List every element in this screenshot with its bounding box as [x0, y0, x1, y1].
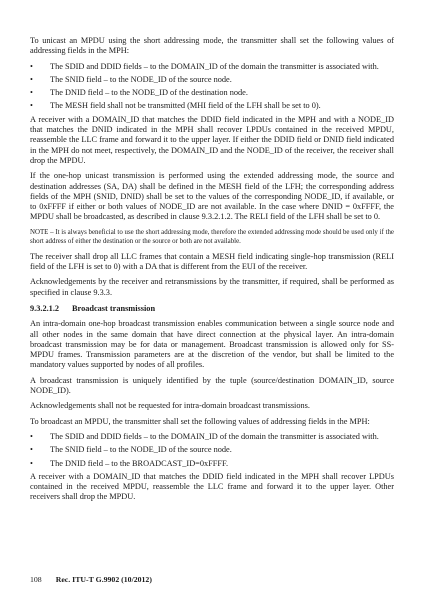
list-item-text: The MESH field shall not be transmitted (MHI field of the LFH shall be set to 0).: [50, 101, 321, 111]
list-item-text: The DNID field – to the BROADCAST_ID=0xFFFF.: [50, 458, 229, 468]
paragraph-receiver-unicast: A receiver with a DOMAIN_ID that matches the DDID field indicated in the MPH and with a NODE_ID that matches the DNID indicated in the MPH shall recover LPDUs contained in the received MPDU, reassemble the LLC frame and forward it to the upper layer. If either the DDID field or DNID field indicated in the MPH do not meet, respectively, the DOMAIN_ID and the NODE_ID of the receiver, the receiver shall drop the MPDU.: [30, 114, 394, 165]
bullet-icon: •: [30, 61, 33, 71]
paragraph-broadcast-intro: An intra-domain one-hop broadcast transmission enables communication between a single source node and all other nodes in the same domain that have direct connection at the physical layer. An intra-domain broadcast transmission may be for data or management. Broadcast transmission is allowed only for SS-MPDU frames. Transmission parameters are at the discretion of the vendor, but shall be limited to the mandatory values supported by nodes of all profiles.: [30, 319, 394, 370]
list-item: [30, 459, 394, 469]
page-footer: [30, 575, 152, 585]
section-title: Broadcast transmission: [72, 303, 156, 313]
list-item: [30, 75, 394, 85]
list-item: [30, 62, 394, 72]
paragraph-broadcast-fields: To broadcast an MPDU, the transmitter shall set the following values of addressing fields in the MPH:: [30, 416, 370, 426]
list-item-text: The DNID field – to the NODE_ID of the destination node.: [50, 88, 248, 98]
paragraph-broadcast-ack: Acknowledgements shall not be requested for intra-domain broadcast transmissions.: [30, 401, 310, 411]
bullet-icon: •: [30, 445, 33, 455]
recommendation-id: Rec. ITU-T G.9902 (10/2012): [55, 575, 152, 584]
page-number: 108: [30, 575, 42, 584]
list-item-text: The SNID field – to the NODE_ID of the source node.: [50, 445, 232, 455]
paragraph-broadcast-tuple: A broadcast transmission is uniquely identified by the tuple (source/destination DOMAIN_ID, source NODE_ID).: [30, 375, 394, 396]
bullet-icon: •: [30, 431, 33, 441]
list-item-text: The SNID field – to the NODE_ID of the source node.: [50, 74, 232, 84]
note: NOTE – It is always beneficial to use the short addressing mode, therefore the extended addressing mode should be used only if the short address of either the destination or the source or both are not available.: [30, 228, 394, 245]
bullet-icon: •: [30, 88, 33, 98]
list-item: [30, 88, 394, 98]
list-item-text: The SDID and DDID fields – to the DOMAIN_ID of the domain the transmitter is associated with.: [50, 61, 379, 71]
paragraph-receiver-drop: The receiver shall drop all LLC frames that contain a MESH field indicating single-hop transmission (RELI field of the LFH is set to 0) with a DA that is different from the EUI of the receiver.: [30, 251, 394, 272]
section-number: 9.3.2.1.2: [30, 303, 60, 313]
paragraph-acknowledgements: Acknowledgements by the receiver and retransmissions by the transmitter, if required, shall be performed as specified in clause 9.3.3.: [30, 277, 394, 297]
section-heading: [30, 304, 394, 314]
list-item: [30, 101, 394, 111]
bullet-icon: •: [30, 74, 33, 84]
list-item-text: The SDID and DDID fields – to the DOMAIN_ID of the domain the transmitter is associated with.: [50, 431, 379, 441]
paragraph-unicast-intro: To unicast an MPDU using the short addressing mode, the transmitter shall set the following values of addressing fields in the MPH:: [30, 36, 394, 56]
page-content: [30, 36, 394, 508]
bullet-icon: •: [30, 458, 33, 468]
list-item: [30, 432, 394, 442]
paragraph-broadcast-receiver: A receiver with a DOMAIN_ID that matches the DDID field indicated in the MPH shall recover LPDUs contained in the received MPDU, reassemble the LLC frame and forward it to the upper layer. Other receivers shall drop the MPDU.: [30, 471, 394, 502]
paragraph-extended-addressing: If the one-hop unicast transmission is performed using the extended addressing mode, the source and destination addresses (SA, DA) shall be defined in the MESH field of the LFH; the corresponding address fields of the MPH (SNID, DNID) shall be set to the values of the corresponding NODE_ID, if available, or to 0xFFFF if either or both values of NODE_ID are not available. In the case where DNID = 0xFFFF, the MPDU shall be broadcasted, as described in clause 9.3.2.1.2. The RELI field of the LFH shall be set to 0.: [30, 171, 394, 222]
bullet-icon: •: [30, 101, 33, 111]
list-item: [30, 445, 394, 455]
